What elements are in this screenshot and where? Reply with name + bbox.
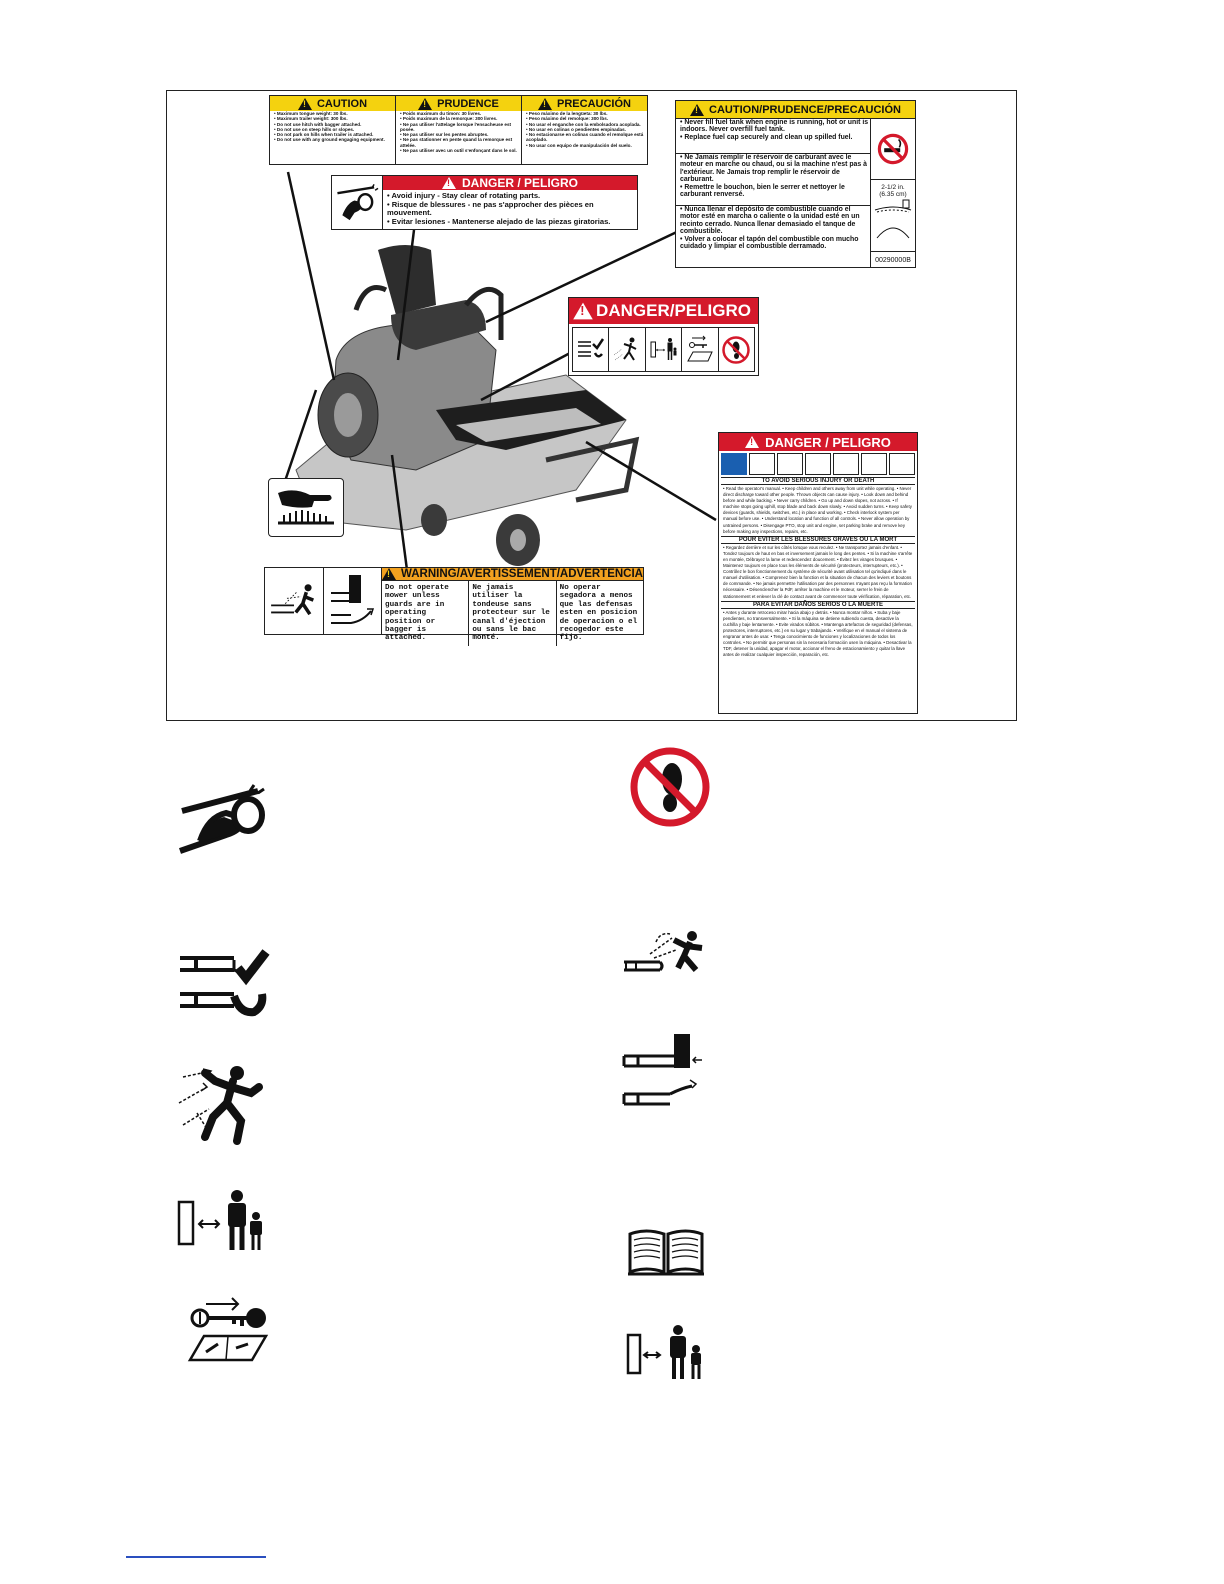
precaucion-header: ! PRECAUCIÓN [522, 96, 647, 111]
danger-main-section-title: PARA EVITAR DAÑOS SERIOS O LA MUERTE [721, 601, 915, 609]
thrown-objects-icon [265, 568, 324, 634]
danger-main-decal [718, 432, 918, 714]
warning-triangle-icon [573, 303, 593, 320]
discharge-chute-icon [324, 568, 383, 634]
remove-key-service-icon [682, 327, 718, 372]
thrown-objects-person-icon [175, 1063, 265, 1143]
warning-triangle-icon [382, 568, 396, 580]
read-manual-icon [721, 453, 747, 475]
danger-main-section-body: • Antes y durante retroceso mirar hacia abajo y detrás. • Nunca montar niños. • Suba y baje pendientes, no transversalmente. • Si la máquina se detiene subiendo cuesta, desactive la cuchilla y baje lentamente. • Evite virados súbitos. • Mantenga artefactos de seguridad (defensas, protectores, interruptores, etc.) en su lugar y trabajando. • Verifique en el manual el sistema de engranar antes de usar. • Tenga conocimiento de funciones y localizaciones de todos los controles. • No permitir que personas sin la necesaria formación usen la máquina. • Desactivar la TDF, detener la unidad, apagar el motor, accionar el freno de estacionamiento y quitar la llave antes de realizar cualquier inspección, reparación, etc. [723, 609, 913, 658]
danger-rotating-decal [331, 175, 638, 230]
fill-level-diagram: 2-1/2 in. (6.35 cm) [871, 180, 915, 252]
prudence-header: ! PRUDENCE [396, 96, 522, 111]
hand-over-blade-icon [274, 483, 338, 533]
slope-hazard-icon [861, 453, 887, 475]
danger-main-section-title: POUR EVITER LES BLESSURES GRAVES OU LA MORT [721, 536, 915, 544]
fuel-english-list: • Never fill fuel tank when engine is running, hot or unit is indoors. Never overfill fuel tank. • Replace fuel cap securely and clean up spilled fuel. [676, 119, 870, 154]
keep-bystanders-away-icon [749, 453, 775, 475]
danger-main-section-body: • Regardez derrière et sur les côtés lorsque vous reculez. • Ne transportez jamais d'enfant. • Tondez toujours de haut en bas et inversement jamais le long des pentes. • Si la machine s'arrête en montée, Débrayez la lame et redescendez doucement. • Évitez les virages brusques. • Maintenez toujours en place tous les éléments de sécurité (protecteurs, interrupteurs, etc.). • Contrôlez le bon fonctionnement du système de sécurité avant utilisation tel qu'indiqué dans le manuel d'utilisation. • Comprenez bien la fonction et la situation de chacun des leviers et boutons de commande. • Ne jamais permettre l'utilisation par des personnes n'ayant pas reçu la formation nécessaire. • Désenclencher la PdF, arrêter la machine et le moteur, serrer le frein de stationnement et enlever la clé de contact avant de commencer toute vérification, réparation, etc. [723, 544, 913, 599]
fuel-tank-fill-icon [873, 198, 913, 242]
warning-triangle-icon [538, 98, 552, 110]
caution-header: ! CAUTION [270, 96, 396, 111]
caution-french-list: • Poids maximum du timon: 30 livres. • Poids maximum de la remorque: 300 livres. • Ne pas utiliser l'attelage lorsque l'ensacheuse est posée. • Ne pas utiliser sur les pentes abruptes. • Ne pas stationner en pente quand la remorque est attelée. • Ne pas utiliser avec un outil s'enfonçant dans le sol. [396, 111, 522, 164]
caution-trailer-decal [269, 95, 648, 165]
keep-bystanders-away-icon [626, 1325, 706, 1381]
warning-triangle-icon [745, 436, 759, 448]
backing-hazard-icon [833, 453, 859, 475]
rotating-parts-icon [332, 176, 383, 229]
hand-blade-hazard-decal [268, 478, 344, 537]
rotating-parts-icon [178, 785, 268, 855]
danger-icons-header: ! DANGER/PELIGRO [569, 298, 758, 324]
fuel-spanish-list: • Nunca llenar el depósito de combustible cuando el motor esté en marcha o caliente o la unidad esté en un recinto cerrado. Nunca llenar demasiado el tanque de combustible. • Volver a colocar el tapón del combustible con mucho cuidado y limpiar el combustible derramado. [676, 206, 870, 268]
warning-english-text: Do not operate mower unless guards are in operating position or bagger is attached. [382, 581, 469, 646]
thrown-objects-icon [609, 327, 645, 372]
remove-key-service-icon [182, 1296, 272, 1366]
keep-bystanders-away-icon [646, 327, 682, 372]
no-riders-icon [805, 453, 831, 475]
warning-triangle-icon [442, 177, 456, 189]
danger-main-section-title: TO AVOID SERIOUS INJURY OR DEATH [721, 477, 915, 485]
danger-rotating-header: ! DANGER / PELIGRO [383, 176, 637, 190]
danger-rotating-list: • Avoid injury - Stay clear of rotating parts. • Risque de blessures - ne pas s'approcher des pièces en mouvement. • Evitar lesiones - Mantenerse alejado de las piezas giratorias. [383, 190, 637, 226]
warning-guards-header: ! WARNING/AVERTISSEMENT/ADVERTENCIA [382, 568, 643, 581]
discharge-chute-icon [620, 1030, 710, 1115]
warning-guards-decal [264, 567, 644, 643]
slope-angle-icon [889, 453, 915, 475]
no-smoking-icon [871, 119, 915, 180]
danger-main-section-body: • Read the operator's manual. • Keep children and others away from unit while operating. • Never direct discharge toward other people. Thrown objects can cause injury. • Look down and behind before and while backing. • Never carry children. • Go up and down slopes, not across. • If machine stops going uphill, stop blade and back down slowly. • Avoid sudden turns. • Keep safety devices (guards, shields, switches, etc.) in place and working. • Check interlock system per manual before use. • Understand location and function of all controls. • Never allow operation by untrained persons. • Disengage PTO, stop unit and engine, set parking brake and remove key before making any inspections, repairs, etc. [723, 486, 912, 534]
danger-main-icon-row [721, 453, 915, 475]
no-step-icon [628, 745, 712, 829]
danger-main-header: ! DANGER / PELIGRO [719, 433, 917, 451]
warning-triangle-icon [690, 104, 704, 116]
fuel-caution-header: ! CAUTION/PRUDENCE/PRECAUCIÓN [676, 101, 915, 119]
fuel-french-list: • Ne Jamais remplir le réservoir de carburant avec le moteur en marche ou chaud, ou si la machine n'est pas à l'extérieur. Ne Jamais trop remplir le réservoir de carburant. • Remettre le bouchon, bien le serrer et nettoyer le carburant renversé. [676, 154, 870, 206]
thrown-objects-icon [777, 453, 803, 475]
read-manual-icon [626, 1226, 706, 1276]
caution-spanish-list: • Peso máximo de la lengüeta: 30 lbs. • Peso máximo del remolque: 300 lbs. • No usar el enganche con la embolsadora acoplada. • No usar en colinas o pendientes empinadas. • No estacionarse en colinas cuando el remolque está acoplado. • No usar con equipo de manipulación del suelo. [522, 111, 647, 164]
warning-spanish-text: No operar segadora a menos que las defensas esten en posicion de operacion o el recogedor este fijo. [559, 584, 638, 643]
footer-rule [126, 1556, 266, 1558]
guards-in-place-icon [572, 327, 609, 372]
fuel-part-number: 00290000B [875, 256, 911, 264]
guards-in-place-icon [178, 950, 268, 1025]
danger-icons-decal [568, 297, 759, 376]
keep-bystanders-away-icon [177, 1190, 267, 1252]
no-step-icon [719, 327, 755, 372]
thrown-objects-icon [620, 928, 710, 978]
caution-english-list: • Maximum tongue weight: 30 lbs. • Maximum trailer weight: 300 lbs. • Do not use hitch with bagger attached. • Do not use on steep hills or slopes. • Do not park on hills when trailer is attached. • Do not use with any ground engaging equipment. [270, 111, 396, 164]
warning-triangle-icon [418, 98, 432, 110]
warning-triangle-icon [298, 98, 312, 110]
fuel-caution-decal [675, 100, 916, 268]
warning-french-text: Ne jamais utiliser la tondeuse sans protecteur sur le canal d'éjection ou sans le bac monté. [469, 581, 556, 646]
